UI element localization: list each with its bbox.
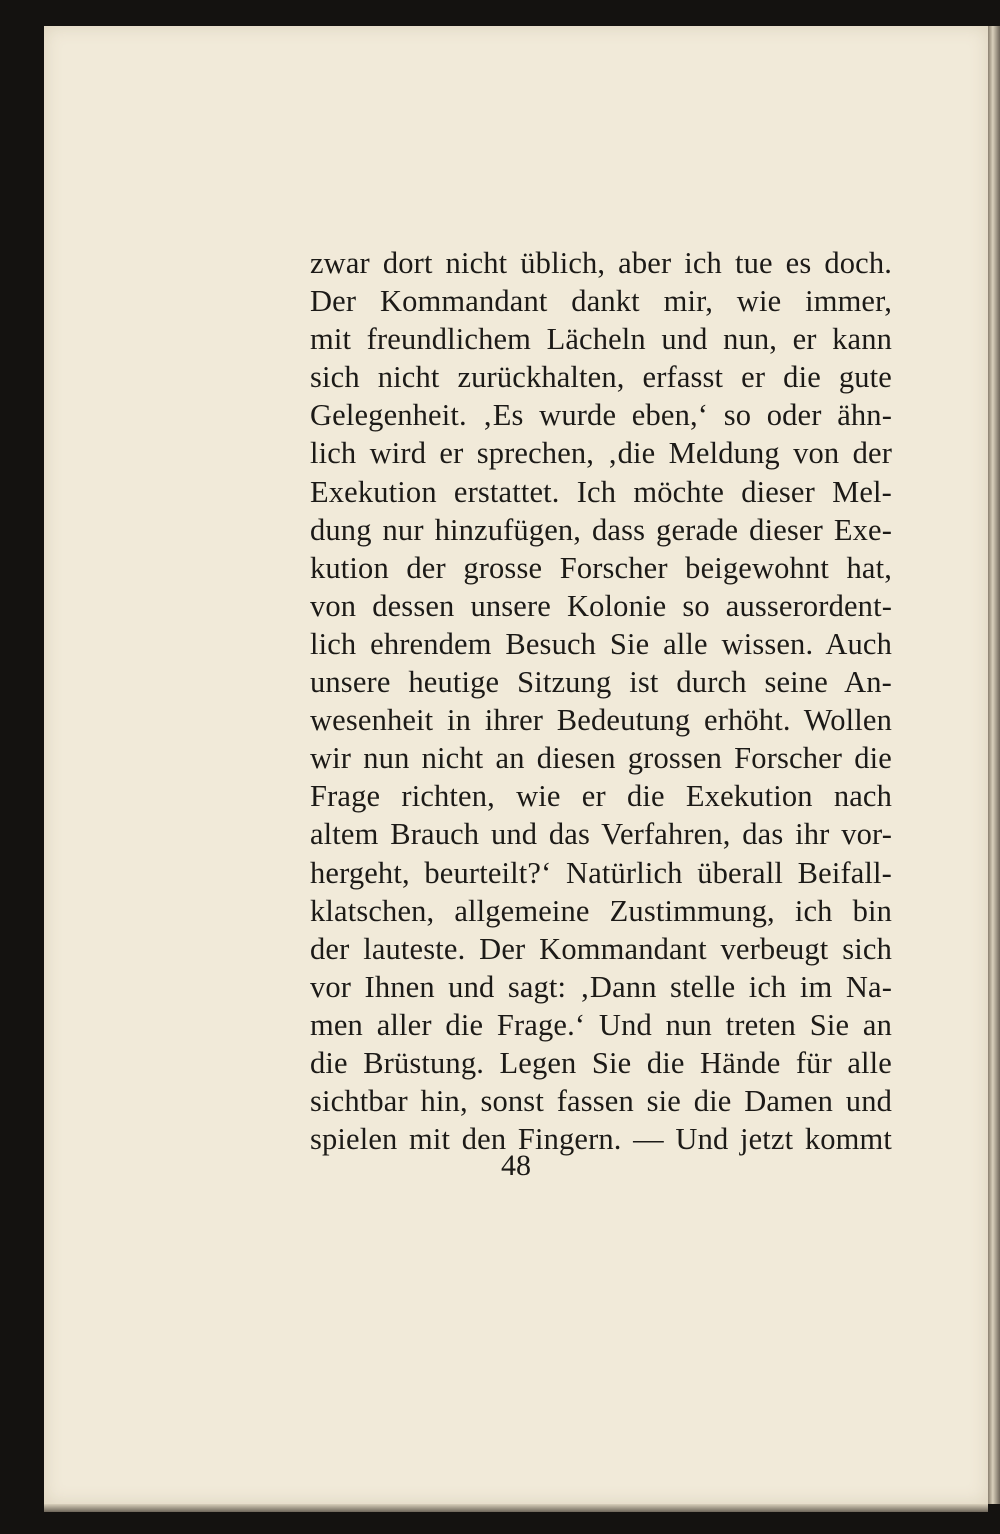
text-line: von dessen unsere Kolonie so ausserordent-	[310, 588, 892, 623]
page-edge-right	[988, 26, 1000, 1504]
text-line: Gelegenheit. ‚Es wurde eben,‘ so oder ähn-	[310, 398, 892, 433]
text-line: mit freundlichem Lächeln und nun, er kann	[310, 322, 892, 357]
text-line: vor Ihnen und sagt: ‚Dann stelle ich im Na-	[310, 969, 892, 1004]
body-text	[310, 244, 892, 1158]
text-line: lich ehrendem Besuch Sie alle wissen. Auch	[310, 626, 892, 661]
text-line: Exekution erstattet. Ich möchte dieser Mel-	[310, 474, 892, 509]
text-line: wesenheit in ihrer Bedeutung erhöht. Wollen	[310, 703, 892, 738]
text-line: unsere heutige Sitzung ist durch seine An-	[310, 665, 892, 700]
text-line: kution der grosse Forscher beigewohnt hat,	[310, 550, 892, 585]
text-line: dung nur hinzufügen, dass gerade dieser Exe-	[310, 512, 892, 547]
page-edge-bottom	[44, 1504, 988, 1512]
book-page	[44, 26, 988, 1504]
text-line: sichtbar hin, sonst fassen sie die Damen und	[310, 1084, 892, 1119]
text-line: zwar dort nicht üblich, aber ich tue es doch.	[310, 246, 892, 280]
text-line: Frage richten, wie er die Exekution nach	[310, 779, 892, 814]
text-line: der lauteste. Der Kommandant verbeugt sich	[310, 931, 892, 966]
page-number: 48	[501, 1149, 531, 1182]
text-line: wir nun nicht an diesen grossen Forscher die	[310, 741, 892, 776]
text-line: Der Kommandant dankt mir, wie immer,	[310, 284, 892, 319]
text-line: lich wird er sprechen, ‚die Meldung von der	[310, 436, 892, 471]
text-line: altem Brauch und das Verfahren, das ihr vor-	[310, 817, 892, 852]
text-line: klatschen, allgemeine Zustimmung, ich bin	[310, 893, 892, 928]
text-line: sich nicht zurückhalten, erfasst er die gute	[310, 360, 892, 395]
text-line: die Brüstung. Legen Sie die Hände für alle	[310, 1045, 892, 1080]
text-line: spielen mit den Fingern. — Und jetzt kommt	[310, 1122, 892, 1157]
text-line: men aller die Frage.‘ Und nun treten Sie an	[310, 1007, 892, 1042]
text-line: hergeht, beurteilt?‘ Natürlich überall Beifall-	[310, 855, 892, 890]
